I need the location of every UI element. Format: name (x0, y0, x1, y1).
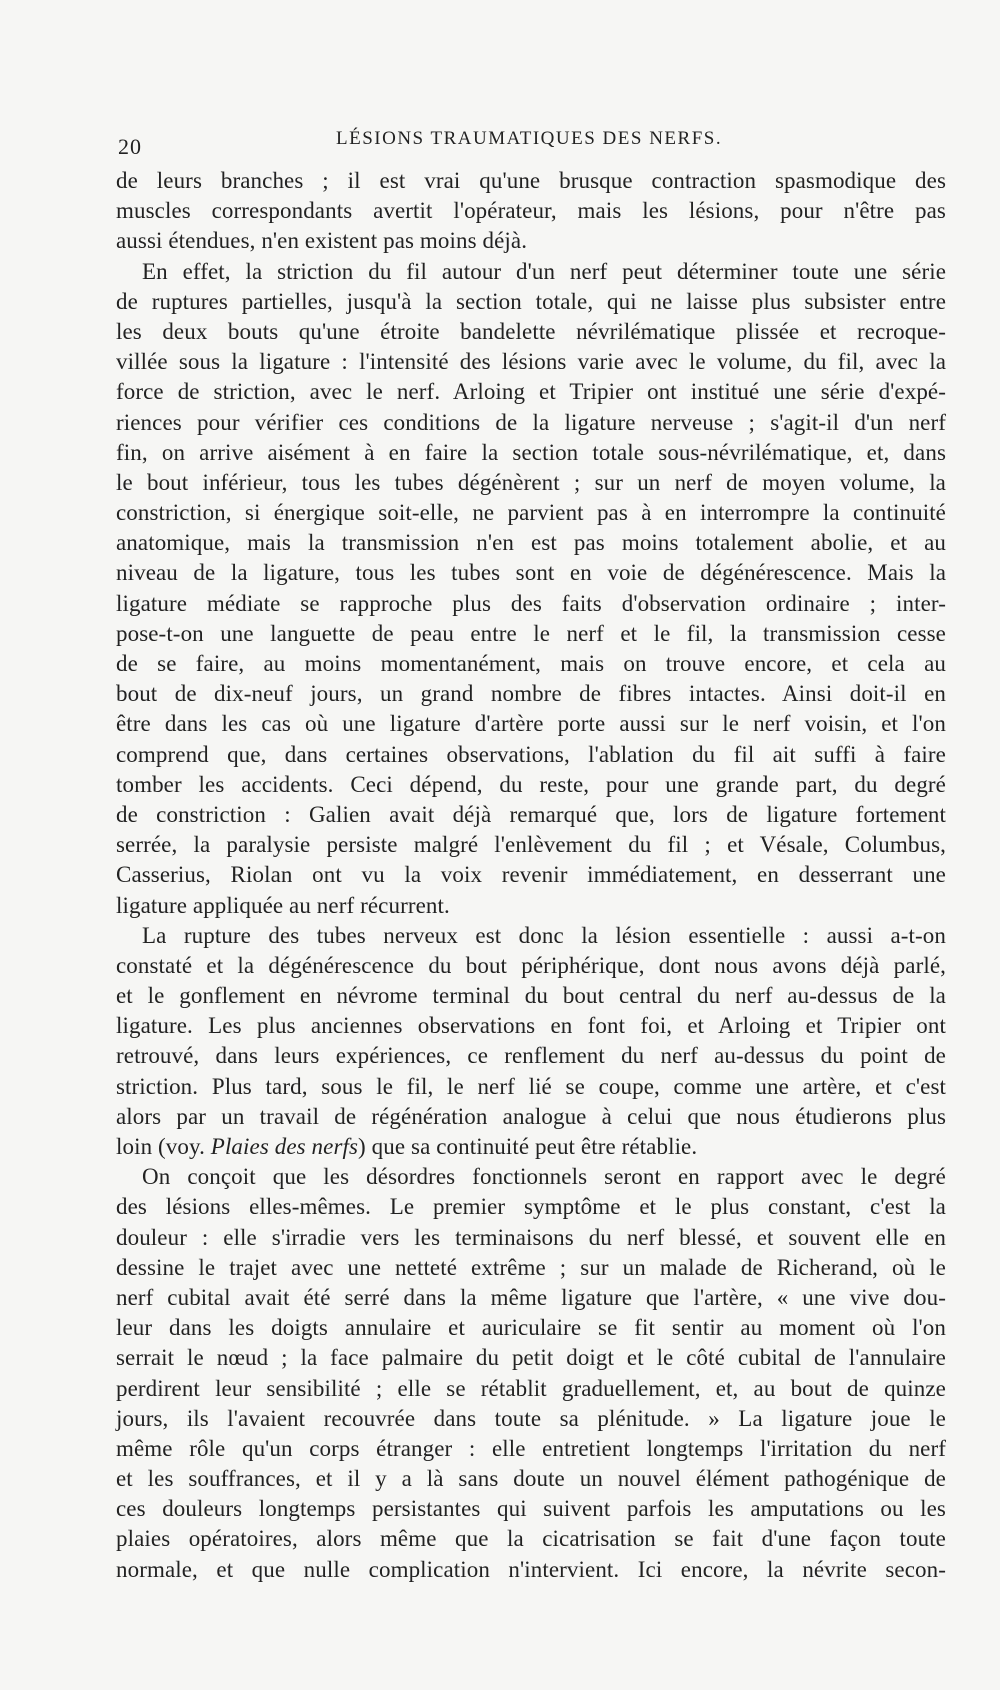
text-line: de constriction : Galien avait déjà remarqué que, lors de ligature fortement (116, 801, 946, 827)
text-line: serrée, la paralysie persiste malgré l'enlèvement du fil ; et Vésale, Columbus, (116, 832, 946, 858)
text-line: ces douleurs longtemps persistantes qui suivent parfois les amputations ou les (116, 1496, 946, 1522)
text-segment: loin (voy. (116, 1134, 211, 1159)
text-line: constaté et la dégénérescence du bout périphérique, dont nous avons déjà parlé, (116, 952, 946, 978)
text-line: ligature médiate se rapproche plus des faits d'observation ordinaire ; inter- (116, 590, 946, 616)
text-line: plaies opératoires, alors même que la cicatrisation se fait d'une façon toute (116, 1526, 946, 1552)
text-line: serrait le nœud ; la face palmaire du petit doigt et le côté cubital de l'annulaire (116, 1345, 946, 1371)
text-line: de se faire, au moins momentanément, mais on trouve encore, et cela au (116, 651, 946, 676)
text-line: nerf cubital avait été serré dans la même ligature que l'artère, « une vive dou- (116, 1284, 946, 1310)
text-line: leur dans les doigts annulaire et auriculaire se fit sentir au moment où l'on (116, 1315, 946, 1341)
text-line: perdirent leur sensibilité ; elle se rétablit graduellement, et, au bout de quinze (116, 1375, 946, 1401)
text-line: de ruptures partielles, jusqu'à la section totale, qui ne laisse plus subsister entre (116, 288, 946, 314)
text-line: retrouvé, dans leurs expériences, ce renflement du nerf au-dessus du point de (116, 1043, 946, 1069)
text-line: niveau de la ligature, tous les tubes sont en voie de dégénérescence. Mais la (116, 560, 946, 586)
text-line: comprend que, dans certaines observations, l'ablation du fil ait suffi à faire (116, 741, 946, 767)
text-line: dessine le trajet avec une netteté extrême ; sur un malade de Richerand, où le (116, 1254, 946, 1280)
italic-reference: Plaies des nerfs (210, 1134, 359, 1159)
text-segment: ) que sa continuité peut être rétablie. (358, 1134, 698, 1159)
text-line: En effet, la striction du fil autour d'un nerf peut déterminer toute une série (142, 258, 946, 284)
text-line: villée sous la ligature : l'intensité des lésions varie avec le volume, du fil, avec la (116, 349, 946, 375)
page-number: 20 (118, 134, 142, 159)
text-line: des lésions elles-mêmes. Le premier symptôme et le plus constant, c'est la (116, 1194, 946, 1220)
text-line: ligature appliquée au nerf récurrent. (116, 892, 450, 918)
text-line: les deux bouts qu'une étroite bandelette névrilématique plissée et recroque- (116, 318, 946, 344)
text-line: ligature. Les plus anciennes observations en font foi, et Arloing et Tripier ont (116, 1013, 946, 1039)
text-line: de leurs branches ; il est vrai qu'une brusque contraction spasmodique des (116, 168, 946, 193)
text-line: tomber les accidents. Ceci dépend, du reste, pour une grande part, du degré (116, 771, 946, 797)
text-line: alors par un travail de régénération analogue à celui que nous étudierons plus (116, 1103, 946, 1129)
text-line: le bout inférieur, tous les tubes dégénèrent ; sur un nerf de moyen volume, la (116, 469, 946, 495)
text-line: force de striction, avec le nerf. Arloing et Tripier ont institué une série d'expé- (116, 379, 946, 405)
text-line-with-italic (116, 1132, 946, 1162)
page-header (118, 128, 918, 168)
text-line: même rôle qu'un corps étranger : elle entretient longtemps l'irritation du nerf (116, 1435, 946, 1461)
text-line: fin, on arrive aisément à en faire la section totale sous-névrilématique, et, dans (116, 439, 946, 465)
body-text (116, 166, 946, 1585)
text-line: douleur : elle s'irradie vers les terminaisons du nerf blessé, et souvent elle en (116, 1224, 946, 1250)
text-line: On conçoit que les désordres fonctionnels seront en rapport avec le degré (142, 1164, 946, 1190)
text-line: riences pour vérifier ces conditions de la ligature nerveuse ; s'agit-il d'un nerf (116, 409, 946, 435)
text-line: et les souffrances, et il y a là sans doute un nouvel élément pathogénique de (116, 1466, 946, 1492)
text-line: bout de dix-neuf jours, un grand nombre de fibres intactes. Ainsi doit-il en (116, 681, 946, 707)
text-line: anatomique, mais la transmission n'en est pas moins totalement abolie, et au (116, 530, 946, 556)
text-line: aussi étendues, n'en existent pas moins déjà. (116, 228, 528, 254)
text-line: muscles correspondants avertit l'opérateur, mais les lésions, pour n'être pas (116, 198, 946, 224)
text-line: normale, et que nulle complication n'intervient. Ici encore, la névrite secon- (116, 1556, 946, 1582)
text-line: être dans les cas où une ligature d'artère porte aussi sur le nerf voisin, et l'on (116, 711, 946, 737)
text-line: La rupture des tubes nerveux est donc la lésion essentielle : aussi a-t-on (142, 922, 946, 948)
text-line: jours, ils l'avaient recouvrée dans toute sa plénitude. » La ligature joue le (116, 1405, 946, 1431)
text-line: Casserius, Riolan ont vu la voix revenir immédiatement, en desserrant une (116, 862, 946, 888)
text-line: striction. Plus tard, sous le fil, le nerf lié se coupe, comme une artère, et c'est (116, 1073, 946, 1099)
text-line: pose-t-on une languette de peau entre le nerf et le fil, la transmission cesse (116, 620, 946, 646)
text-line: et le gonflement en névrome terminal du bout central du nerf au-dessus de la (116, 983, 946, 1009)
running-title: LÉSIONS TRAUMATIQUES DES NERFS. (336, 128, 723, 149)
text-line: constriction, si énergique soit-elle, ne parvient pas à en interrompre la continuité (116, 500, 946, 526)
